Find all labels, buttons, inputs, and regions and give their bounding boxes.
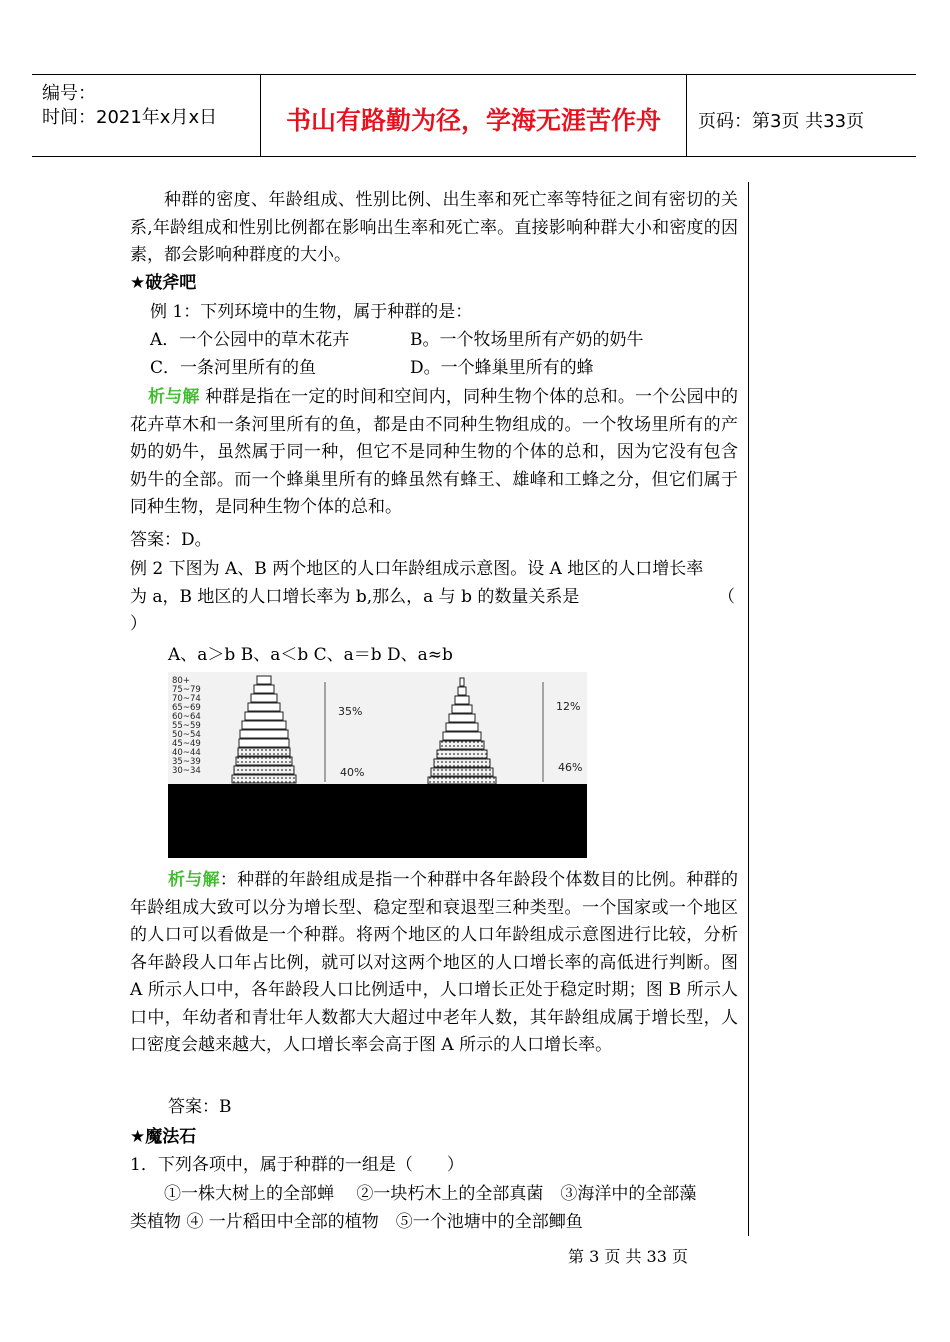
age-label-55: 55~59	[172, 721, 201, 731]
right-margin-rule	[748, 182, 749, 1236]
page-label: 页码：第3页 共33页	[698, 111, 865, 132]
population-pyramid-figure	[168, 672, 587, 858]
section-title-mofashi: ★魔法石	[130, 1127, 197, 1147]
age-label-50: 50~54	[172, 730, 201, 740]
age-label-35: 35~39	[172, 757, 201, 767]
example2-question-line1: 例 2 下图为 A、B 两个地区的人口年龄组成示意图。设 A 地区的人口增长率	[130, 559, 704, 579]
age-label-65: 65~69	[172, 703, 201, 713]
example1-option-a: A．一个公园中的草木花卉	[150, 330, 350, 350]
date-line: 时间：2021年x月x日	[42, 107, 218, 128]
example1-answer: 答案：D。	[130, 530, 212, 550]
age-label-75: 75~79	[172, 685, 201, 695]
age-label-40: 40~44	[172, 748, 201, 758]
example1-analysis-text: 种群是指在一定的时间和空间内，同种生物个体的总和。一个公园中的花卉草木和一条河里所有的鱼，都是由不同种生物组成的。一个牧场里所有的产奶的奶牛，虽然属于同一种，但它不是同种生物的个体的总和，因为它没有包含奶牛的全部。而一个蜂巢里所有的蜂虽然有蜂王、雄峰和工蜂之分，但它们属于同种生物，是同种生物个体的总和。	[130, 387, 739, 517]
pct-b-bottom: 46%	[558, 761, 583, 774]
header-left-cell	[32, 75, 261, 156]
example2-analysis	[130, 867, 738, 1060]
example1-option-c: C．一条河里所有的鱼	[150, 358, 317, 378]
q1-stem: 1．下列各项中，属于种群的一组是（ ）	[130, 1155, 464, 1175]
example2-analysis-text: ：种群的年龄组成是指一个种群中各年龄段个体数目的比例。种群的年龄组成大致可以分为增长型、稳定型和衰退型三种类型。一个国家或一个地区的人口可以看做是一个种群。将两个地区的人口年龄组成示意图进行比较，分析各年龄段人口年占比例，就可以对这两个地区的人口增长率的高低进行判断。图 A 所示人口中，各年龄段人口比例适中，人口增长正处于稳定时期；图 B 所示人口中，年幼者和青壮年人数都大大超过中老年人数，其年龄组成属于增长型，人口密度会越来越大，人口增长率会高于图 A 所示的人口增长率。	[130, 870, 738, 1055]
q1-options-line2: 类植物 ④ 一片稻田中全部的植物 ⑤一个池塘中的全部鲫鱼	[130, 1212, 583, 1232]
pct-a-top: 35%	[338, 705, 363, 718]
example2-question-line2: 为 a，B 地区的人口增长率为 b,那么，a 与 b 的数量关系是	[130, 587, 580, 607]
section-title-pofuba: ★破斧吧	[130, 273, 197, 293]
age-label-30: 30~34	[172, 766, 201, 776]
intro-paragraph: 种群的密度、年龄组成、性别比例、出生率和死亡率等特征之间有密切的关系,年龄组成和性别比例都在影响出生率和死亡率。直接影响种群大小和密度的因素，都会影响种群度的大小。	[130, 190, 738, 265]
age-label-45: 45~49	[172, 739, 201, 749]
serial-label: 编号：	[42, 83, 96, 104]
example2-options: A、a＞b B、a＜b C、a＝b D、a≈b	[168, 645, 453, 665]
age-label-70: 70~74	[172, 694, 201, 704]
analysis-label: 析与解	[148, 387, 200, 407]
pct-a-bottom: 40%	[340, 766, 365, 779]
example1-option-b: B。一个牧场里所有产奶的奶牛	[410, 330, 644, 350]
analysis-label-2: 析与解	[168, 870, 220, 890]
age-label-60: 60~64	[172, 712, 201, 722]
page-footer: 第 3 页 共 33 页	[568, 1247, 688, 1266]
motto: 书山有路勤为径，学海无涯苦作舟	[285, 106, 661, 135]
example1-analysis	[130, 384, 738, 522]
paren-open: （	[718, 587, 735, 607]
pct-b-top: 12%	[556, 700, 581, 713]
paren-close: ）	[130, 614, 147, 634]
example1-option-d: D。一个蜂巢里所有的蜂	[410, 358, 594, 378]
header-motto-cell	[261, 75, 687, 156]
example2-answer: 答案：B	[168, 1097, 232, 1117]
q1-options-line1: ①一株大树上的全部蝉 ②一块朽木上的全部真菌 ③海洋中的全部藻	[164, 1184, 697, 1204]
header-table	[32, 74, 916, 157]
example1-question: 例 1：下列环境中的生物，属于种群的是：	[150, 302, 473, 322]
redacted-band	[168, 784, 587, 858]
age-label-80: 80+	[172, 676, 190, 686]
pyramid-image	[168, 672, 587, 858]
